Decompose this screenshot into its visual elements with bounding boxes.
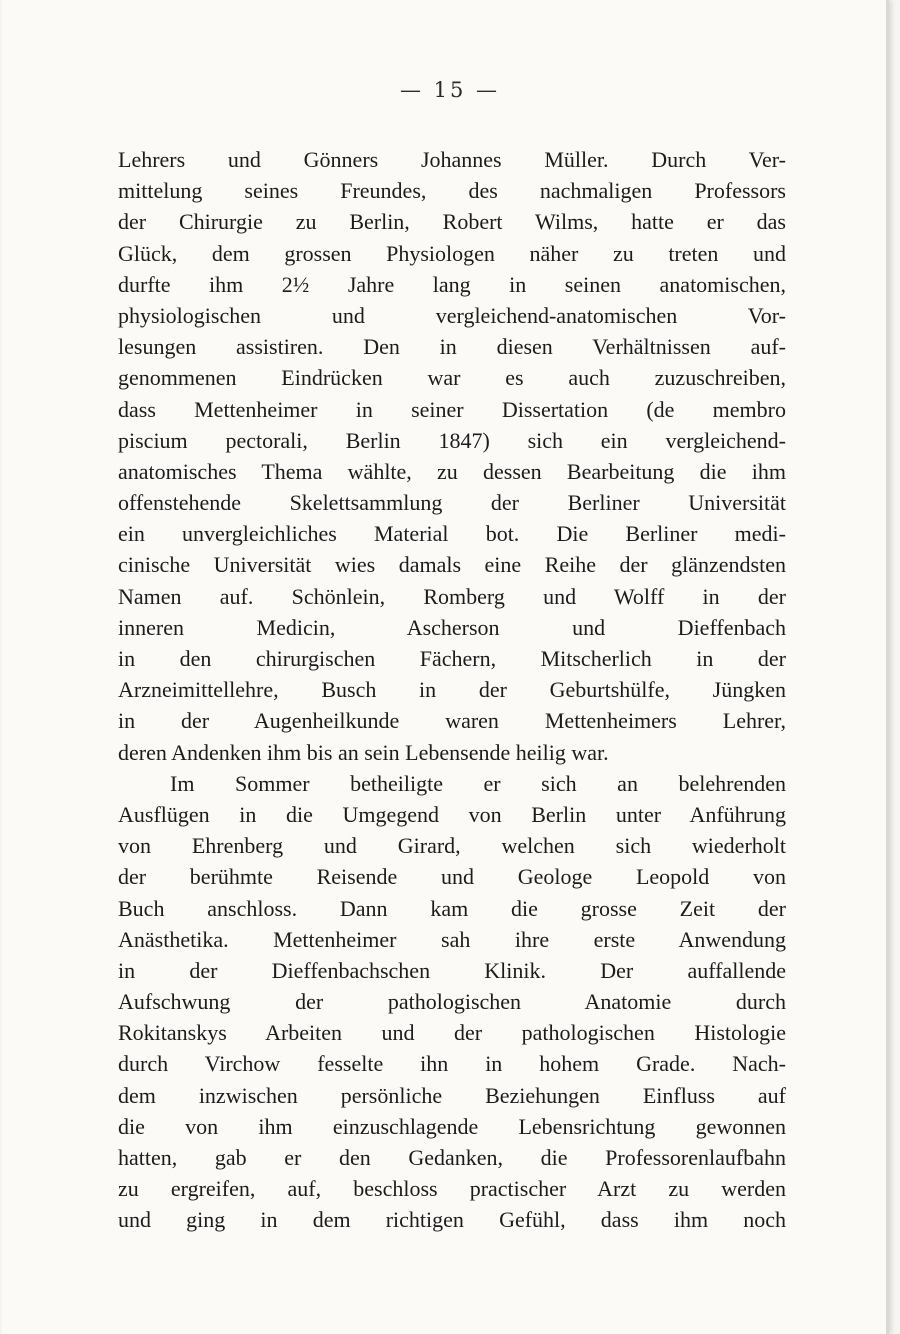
text-line: dass Mettenheimer in seiner Dissertation (de membro xyxy=(118,396,786,422)
text-line: inneren Medicin, Ascherson und Dieffenbach xyxy=(118,614,786,640)
text-line: dem inzwischen persönliche Beziehungen Einfluss auf xyxy=(118,1082,786,1108)
text-line: lesungen assistiren. Den in diesen Verhältnissen auf- xyxy=(118,334,786,360)
text-line: genommenen Eindrücken war es auch zuzuschreiben, xyxy=(118,365,786,391)
text-line: Lehrers und Gönners Johannes Müller. Durch Ver- xyxy=(118,147,786,172)
text-line: durfte ihm 2½ Jahre lang in seinen anatomischen, xyxy=(118,271,786,297)
text-line: cinische Universität wies damals eine Reihe der glänzendsten xyxy=(118,552,786,578)
text-line: durch Virchow fesselte ihn in hohem Grade. Nach- xyxy=(118,1051,786,1077)
text-line: offenstehende Skelettsammlung der Berliner Universität xyxy=(118,490,786,516)
text-line: Buch anschloss. Dann kam die grosse Zeit der xyxy=(118,895,786,921)
text-line: in der Dieffenbachschen Klinik. Der auffallende xyxy=(118,957,786,983)
text-line: der berühmte Reisende und Geologe Leopold von xyxy=(118,864,786,890)
text-line: Ausflügen in die Umgegend von Berlin unter Anführung xyxy=(118,801,786,827)
text-line: Arzneimittellehre, Busch in der Geburtshülfe, Jüngken xyxy=(118,677,786,703)
text-line: physiologischen und vergleichend-anatomischen Vor- xyxy=(118,302,786,328)
text-line: Glück, dem grossen Physiologen näher zu treten und xyxy=(118,240,786,266)
text-line: die von ihm einzuschlagende Lebensrichtung gewonnen xyxy=(118,1113,786,1139)
text-line: in der Augenheilkunde waren Mettenheimers Lehrer, xyxy=(118,708,786,734)
text-line: Namen auf. Schönlein, Romberg und Wolff in der xyxy=(118,583,786,609)
page-number: 15 xyxy=(433,78,467,102)
text-line: von Ehrenberg und Girard, welchen sich wiederholt xyxy=(118,833,786,859)
text-line: Anästhetika. Mettenheimer sah ihre erste Anwendung xyxy=(118,926,786,952)
text-line: ein unvergleichliches Material bot. Die Berliner medi- xyxy=(118,521,786,547)
text-line: hatten, gab er den Gedanken, die Professorenlaufbahn xyxy=(118,1145,786,1170)
page-header: — 15 — xyxy=(399,78,501,102)
text-line: zu ergreifen, auf, beschloss practischer Arzt zu werden xyxy=(118,1176,786,1202)
text-line: Aufschwung der pathologischen Anatomie durch xyxy=(118,989,786,1015)
text-line: piscium pectorali, Berlin 1847) sich ein vergleichend- xyxy=(118,427,786,453)
text-line: mittelung seines Freundes, des nachmaligen Professors xyxy=(118,178,786,204)
text-line: der Chirurgie zu Berlin, Robert Wilms, hatte er das xyxy=(118,209,786,235)
text-line: Im Sommer betheiligte er sich an belehrenden xyxy=(170,770,786,796)
text-line: deren Andenken ihm bis an sein Lebensende heilig war. xyxy=(118,739,609,765)
text-line: Rokitanskys Arbeiten und der pathologischen Histologie xyxy=(118,1020,786,1046)
text-line: anatomisches Thema wählte, zu dessen Bearbeitung die ihm xyxy=(118,458,786,484)
body-text xyxy=(118,144,786,1236)
text-line: und ging in dem richtigen Gefühl, dass ihm noch xyxy=(118,1207,786,1233)
text-line: in den chirurgischen Fächern, Mitscherlich in der xyxy=(118,646,786,671)
